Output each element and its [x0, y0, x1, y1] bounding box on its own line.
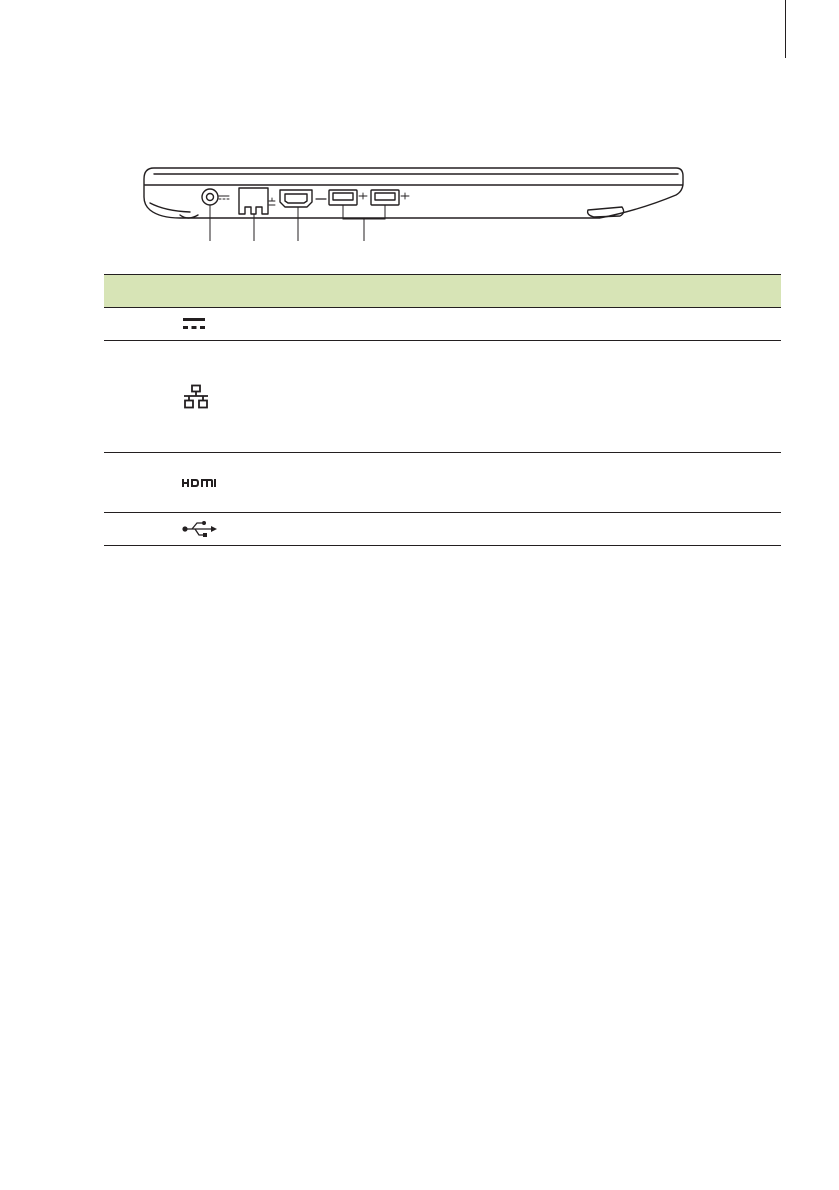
row-number	[104, 513, 162, 546]
table-header-row	[104, 275, 781, 308]
ethernet-icon	[181, 384, 211, 410]
header-description	[374, 275, 781, 308]
table-row	[104, 308, 781, 341]
row-number	[104, 341, 162, 453]
row-description	[374, 308, 781, 341]
row-number	[104, 308, 162, 341]
table-row	[104, 453, 781, 513]
header-number	[104, 275, 162, 308]
row-number	[104, 453, 162, 513]
laptop-body-outline	[144, 168, 683, 218]
row-item	[224, 453, 374, 513]
row-description	[374, 513, 781, 546]
row-description	[374, 453, 781, 513]
ethernet-port	[239, 188, 268, 214]
row-item	[224, 341, 374, 453]
foot-right	[588, 207, 624, 217]
header-item	[224, 275, 374, 308]
callout-line-4	[343, 205, 385, 241]
laptop-left-side-illustration	[130, 155, 700, 255]
base-line	[150, 203, 190, 212]
table-row	[104, 513, 781, 546]
table-row	[104, 341, 781, 453]
dc-in-icon	[181, 315, 207, 333]
hdmi-icon	[181, 477, 217, 489]
row-description	[374, 341, 781, 453]
ports-table	[104, 274, 781, 546]
row-item	[224, 513, 374, 546]
header-icon	[162, 275, 224, 308]
page-corner-mark	[785, 0, 786, 58]
dc-in-jack	[202, 189, 218, 205]
usb-icon	[181, 519, 219, 539]
row-item	[224, 308, 374, 341]
